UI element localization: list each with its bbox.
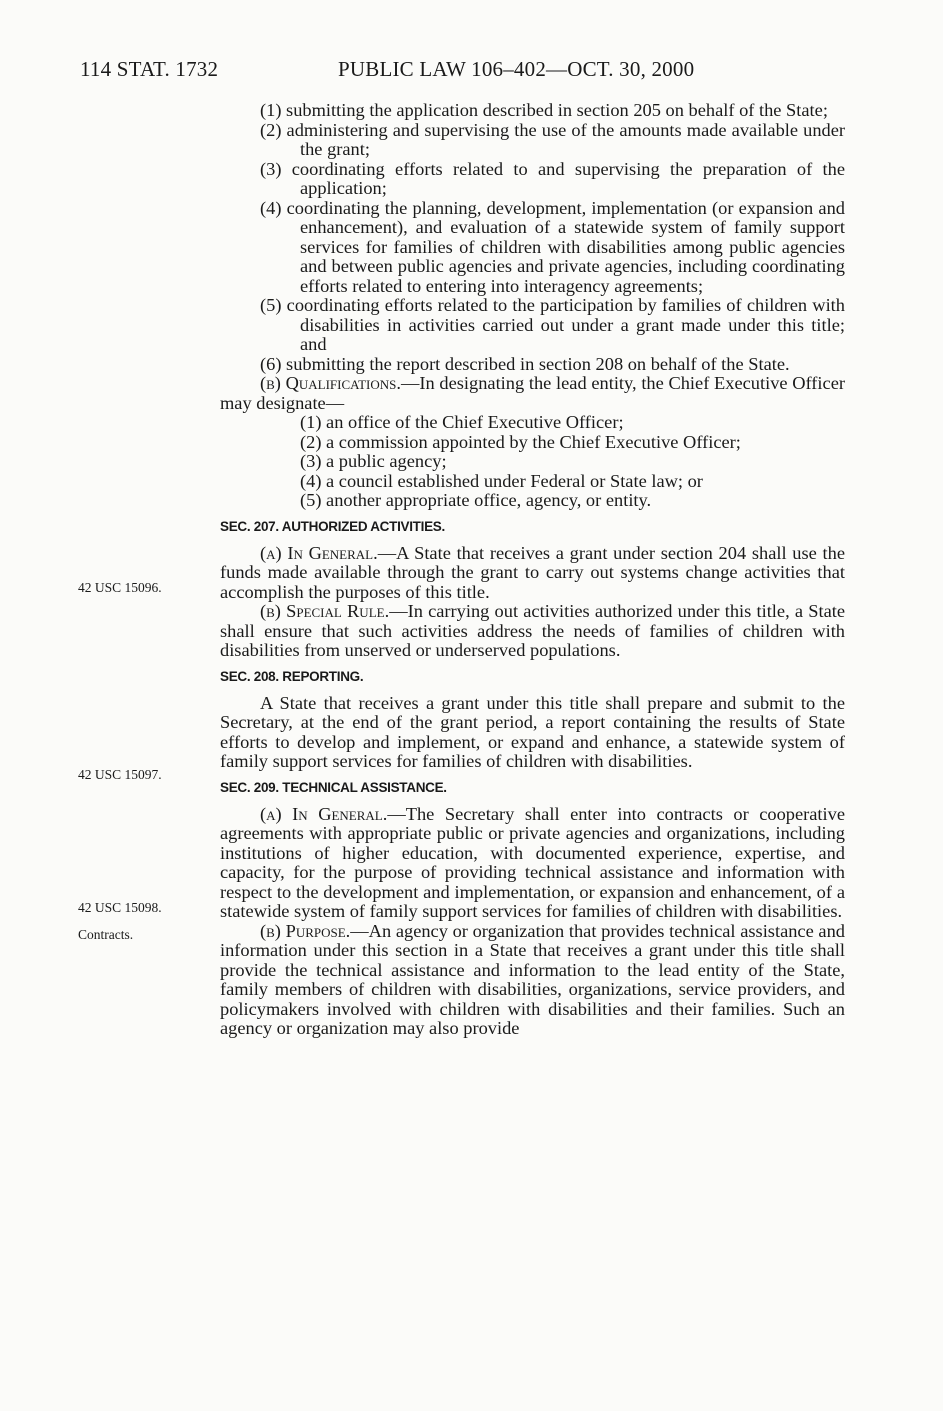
qualifications-paragraph	[220, 374, 845, 413]
section-207-b-text: —In carrying out activities authorized under this title, a State shall ensure that such activities address the needs of families of children with disabilities from unserved or underserved populations.	[220, 601, 846, 660]
list-item: (5) another appropriate office, agency, or entity.	[300, 490, 652, 510]
list-item: (3) coordinating efforts related to and supervising the preparation of the application;	[260, 158, 845, 198]
page-header	[80, 57, 860, 83]
section-209-a-text: —The Secretary shall enter into contracts or cooperative agreements with appropriate public or private agencies and organizations, including institutions of higher education, with documented experience, expertise, and capacity, for the purpose of providing technical assistance and information with respect to the development and implementation, or expansion and enhancement, of a statewide system of family support services for families of children with disabilities.	[220, 803, 846, 921]
section-207-b-heading: (b) Special Rule.	[260, 601, 390, 621]
section-207-a-heading: (a) In General.	[260, 542, 378, 563]
margin-note-usc-15096: 42 USC 15096.	[78, 580, 162, 595]
qualifications-text: —In designating the lead entity, the Chief Executive Officer may designate—	[220, 373, 845, 413]
section-207-b	[220, 602, 845, 661]
list-item: (1) submitting the application described in section 205 on behalf of the State;	[260, 100, 828, 120]
list-item: (4) coordinating the planning, development, implementation (or expansion and enhancement), and evaluation of a statewide system of family support services for families of children with disabilities among public agencies and between public agencies and private agencies, including coordinating efforts related to entering into interagency agreements;	[260, 197, 845, 296]
list-item: (2) administering and supervising the use of the amounts made available under the grant;	[260, 119, 845, 159]
section-209-a	[220, 805, 845, 922]
section-209-b-heading: (b) Purpose.	[260, 920, 351, 941]
section-209-b	[220, 922, 845, 1039]
section-208-heading: SEC. 208. REPORTING.	[220, 668, 364, 684]
section-207-a-text: —A State that receives a grant under section 204 shall use the funds made available through the grant to carry out systems change activities that accomplish the purposes of this title.	[220, 542, 845, 602]
list-item: (2) a commission appointed by the Chief Executive Officer;	[300, 431, 741, 452]
list-item: (5) coordinating efforts related to the participation by families of children with disabilities in activities carried out under a grant made under this title; and	[260, 295, 845, 354]
margin-note-contracts: Contracts.	[78, 927, 134, 942]
margin-note-usc-15098: 42 USC 15098.	[78, 900, 162, 915]
list-item: (6) submitting the report described in section 208 on behalf of the State.	[260, 353, 790, 374]
list-item: (1) an office of the Chief Executive Officer;	[300, 412, 624, 432]
page-body	[220, 101, 845, 1039]
section-209-b-text: —An agency or organization that provides technical assistance and information under this section in a State that receives a grant under this title shall provide the technical assistance and information to the lead entity of the State, family members of children with disabilities, organizations, service providers, and policymakers involved with children with disabilities and their families. Such an agency or organization may also provide	[220, 920, 845, 1038]
margin-note-usc-15097: 42 USC 15097.	[78, 767, 162, 782]
running-title: PUBLIC LAW 106–402—OCT. 30, 2000	[338, 57, 695, 81]
section-207-a	[220, 544, 845, 603]
section-208-text: A State that receives a grant under this title shall prepare and submit to the Secretary, at the end of the grant period, a report containing the results of State efforts to develop and implement, or expand and enhance, a statewide system of family support services for families of children with disabilities.	[220, 692, 845, 771]
list-item: (3) a public agency;	[300, 451, 447, 471]
page-number: 114 STAT. 1732	[80, 57, 219, 81]
section-209-heading: SEC. 209. TECHNICAL ASSISTANCE.	[220, 779, 447, 795]
list-item: (4) a council established under Federal or State law; or	[300, 470, 703, 491]
section-209-a-heading: (a) In General.	[260, 803, 388, 824]
section-207-heading: SEC. 207. AUTHORIZED ACTIVITIES.	[220, 518, 445, 534]
qualifications-heading: (b) Qualifications.	[260, 373, 401, 393]
